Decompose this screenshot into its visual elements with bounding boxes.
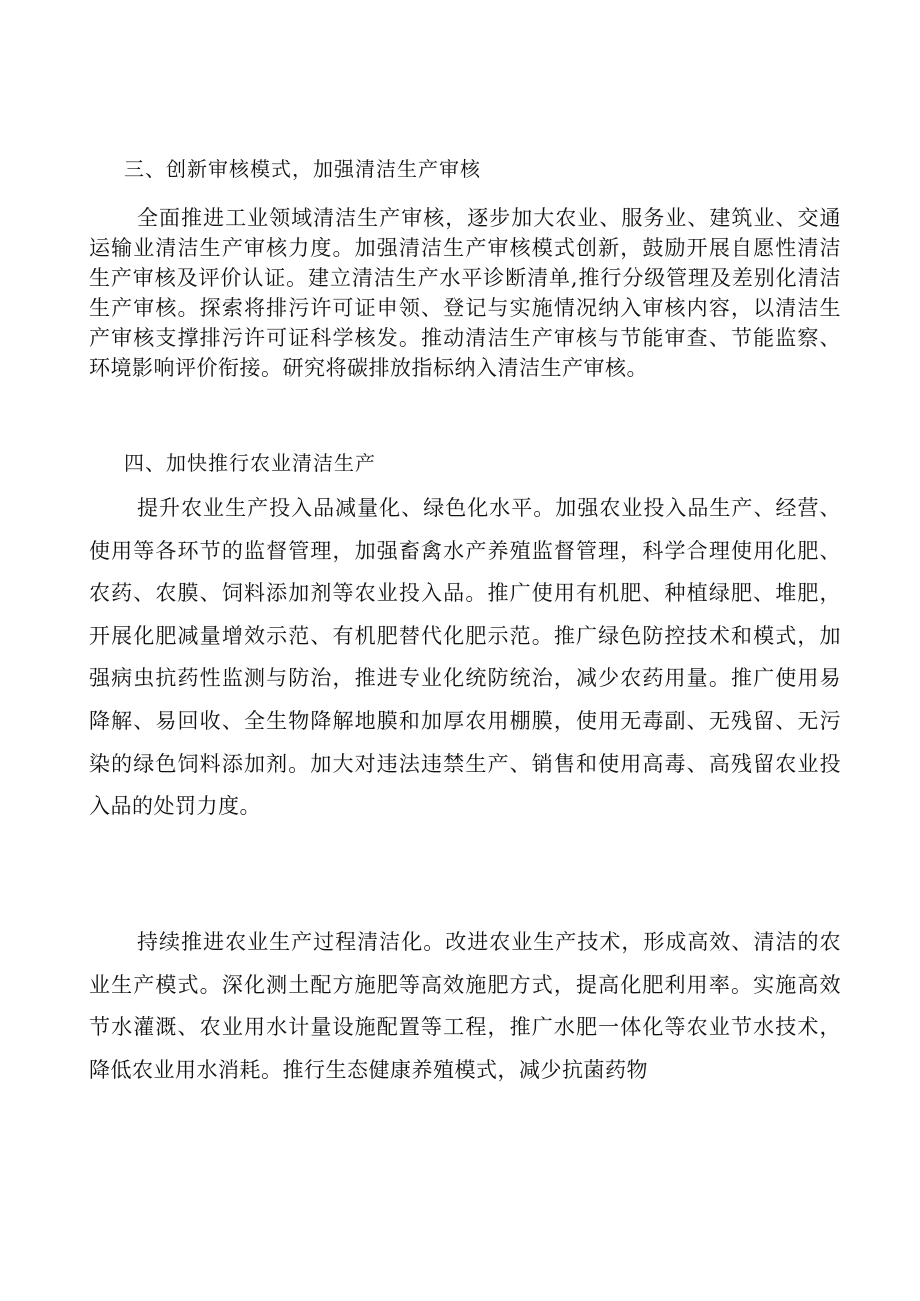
- section-3-heading: 三、创新审核模式，加强清洁生产审核: [124, 157, 481, 181]
- section-4-paragraph-1: 提升农业生产投入品减量化、绿色化水平。加强农业投入品生产、经营、使用等各环节的监督管理，加强畜禽水产养殖监督管理，科学合理使用化肥、农药、农膜、饲料添加剂等农业投入品。推广使用有机肥、种植绿肥、堆肥，开展化肥减量增效示范、有机肥替代化肥示范。推广绿色防控技术和模式，加强病虫抗药性监测与防治，推进专业化统防统治，减少农药用量。推广使用易降解、易回收、全生物降解地膜和加厚农用棚膜，使用无毒副、无残留、无污染的绿色饲料添加剂。加大对违法违禁生产、销售和使用高毒、高残留农业投入品的处罚力度。: [89, 496, 841, 819]
- section-3-paragraph: 全面推进工业领域清洁生产审核，逐步加大农业、服务业、建筑业、交通运输业清洁生产审核力度。加强清洁生产审核模式创新，鼓励开展自愿性清洁生产审核及评价认证。建立清洁生产水平诊断清单,推行分级管理及差别化清洁生产审核。探索将排污许可证申领、登记与实施情况纳入审核内容，以清洁生产审核支撑排污许可证科学核发。推动清洁生产审核与节能审查、节能监察、环境影响评价衔接。研究将碳排放指标纳入清洁生产审核。: [89, 206, 841, 380]
- section-4-heading: 四、加快推行农业清洁生产: [124, 451, 376, 475]
- section-4-paragraph-2: 持续推进农业生产过程清洁化。改进农业生产技术，形成高效、清洁的农业生产模式。深化测土配方施肥等高效施肥方式，提高化肥利用率。实施高效节水灌溉、农业用水计量设施配置等工程，推广水肥一体化等农业节水技术，降低农业用水消耗。推行生态健康养殖模式，减少抗菌药物: [89, 930, 841, 1082]
